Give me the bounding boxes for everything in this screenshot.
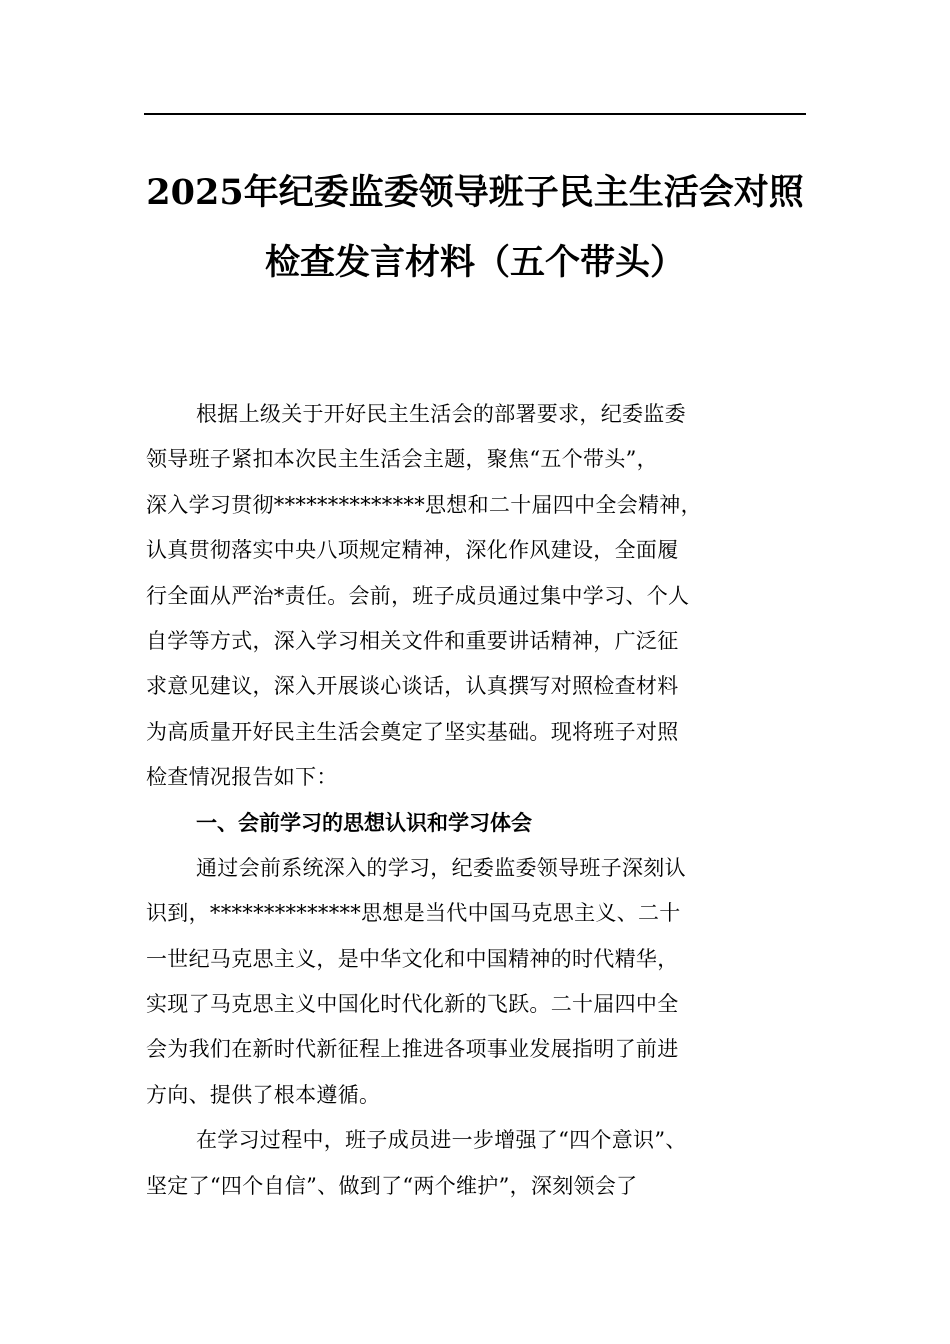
paragraph-line: 自学等方式，深入学习相关文件和重要讲话精神，广泛征 — [146, 628, 679, 653]
paragraph-line: 识到，**************思想是当代中国马克思主义、二十 — [146, 901, 681, 926]
paragraph-line: 方向、提供了根本遵循。 — [146, 1082, 381, 1107]
document-title-line-1: 2025年纪委监委领导班子民主生活会对照 — [146, 172, 804, 213]
paragraph-line: 会为我们在新时代新征程上推进各项事业发展指明了前进 — [146, 1037, 679, 1062]
paragraph-line: 根据上级关于开好民主生活会的部署要求，纪委监委 — [196, 402, 686, 426]
paragraph-line: 坚定了“四个自信”、做到了“两个维护”，深刻领会了 — [146, 1173, 638, 1198]
paragraph-line: 为高质量开好民主生活会奠定了坚实基础。现将班子对照 — [146, 719, 679, 744]
paragraph-line: 深入学习贯彻**************思想和二十届四中全会精神， — [146, 492, 702, 517]
paragraph-line: 领导班子紧扣本次民主生活会主题，聚焦“五个带头”， — [146, 447, 658, 472]
paragraph-line: 认真贯彻落实中央八项规定精神，深化作风建设，全面履 — [146, 538, 679, 563]
paragraph-line: 行全面从严治*责任。会前，班子成员通过集中学习、个人 — [146, 583, 690, 608]
paragraph-line: 实现了马克思主义中国化时代化新的飞跃。二十届四中全 — [146, 992, 679, 1017]
section-heading: 一、会前学习的思想认识和学习体会 — [196, 810, 532, 835]
document-title-line-2: 检查发言材料（五个带头） — [264, 242, 685, 283]
paragraph-line: 检查情况报告如下： — [146, 765, 338, 790]
paragraph-line: 在学习过程中，班子成员进一步增强了“四个意识”、 — [196, 1128, 687, 1153]
header-rule — [144, 113, 806, 115]
paragraph-line: 通过会前系统深入的学习，纪委监委领导班子深刻认 — [196, 855, 686, 880]
paragraph-line: 一世纪马克思主义，是中华文化和中国精神的时代精华， — [146, 946, 679, 971]
document-body — [146, 392, 812, 1209]
paragraph-line: 求意见建议，深入开展谈心谈话，认真撰写对照检查材料 — [146, 674, 679, 699]
